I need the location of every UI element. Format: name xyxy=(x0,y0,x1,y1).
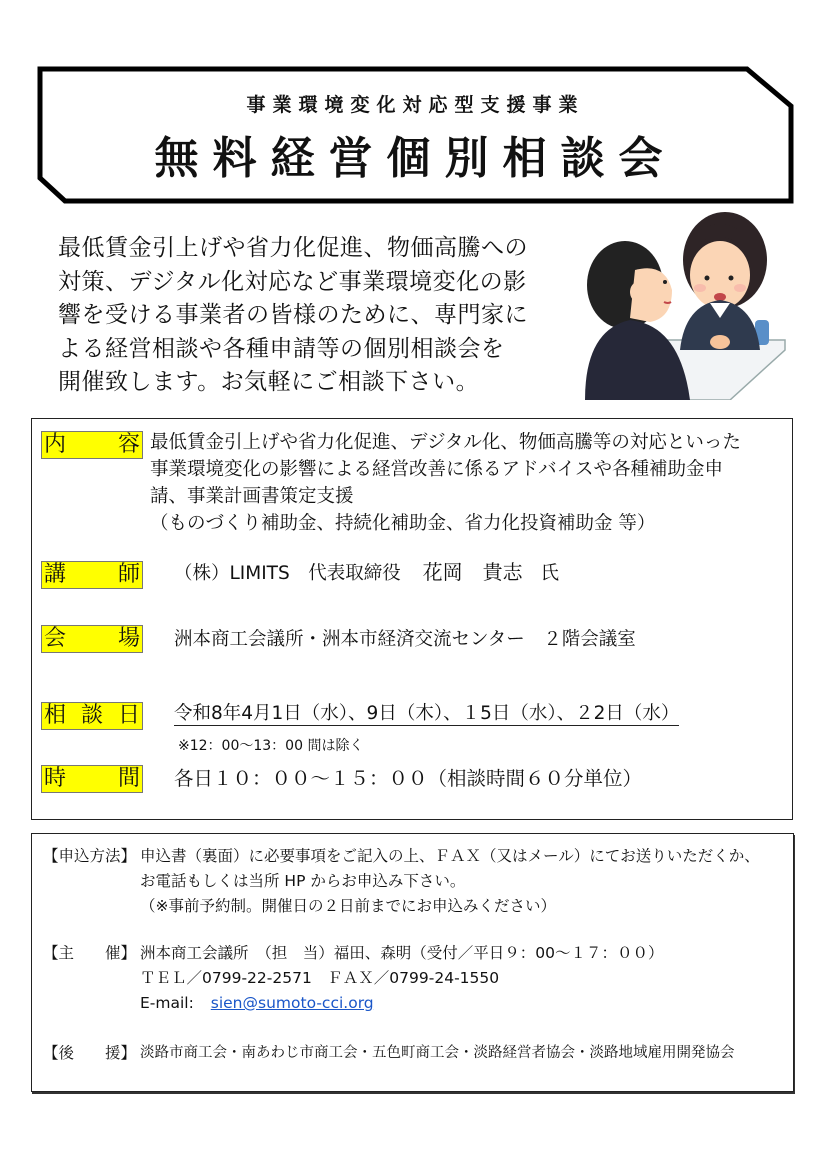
intro-paragraph xyxy=(58,232,558,400)
support-text: 淡路市商工会・南あわじ市商工会・五色町商工会・淡路経営者協会・淡路地域雇用開発協会 xyxy=(140,1045,735,1061)
intro-line: 響を受ける事業者の皆様のために、専門家に xyxy=(58,302,528,328)
label-content xyxy=(41,431,143,459)
content-description xyxy=(150,429,741,537)
instructor-info xyxy=(174,559,559,587)
dates-text xyxy=(174,700,679,727)
label-venue xyxy=(41,625,143,653)
label-char: 場 xyxy=(117,626,140,651)
label-instructor xyxy=(41,561,143,589)
event-details-box xyxy=(31,418,793,820)
intro-line: 対策、デジタル化対応など事業環境変化の影 xyxy=(58,268,527,295)
content-line: （ものづくり補助金、持続化補助金、省力化投資補助金 等） xyxy=(150,513,656,534)
label-char: 講 xyxy=(44,562,67,587)
label-time xyxy=(41,765,143,793)
application-line: お電話もしくは当所 HP からお申込み下さい。 xyxy=(140,872,466,890)
instructor-name: 花岡 貴志 xyxy=(422,560,523,584)
application-info-box xyxy=(31,833,794,1092)
banner-title: 無料経営個別相談会 xyxy=(154,133,677,184)
consultation-illustration xyxy=(580,200,795,400)
application-note: （※事前予約制。開催日の２日前までにお申込みください） xyxy=(140,897,556,915)
instructor-company: （株）LIMITS 代表取締役 xyxy=(174,563,401,584)
intro-line: 開催致します。お気軽にご相談下さい。 xyxy=(58,369,480,395)
intro-line: よる経営相談や各種申請等の個別相談会を xyxy=(58,335,505,362)
intro-line: 最低賃金引上げや省力化促進、物価高騰への xyxy=(58,235,528,261)
application-line: 申込書（裏面）に必要事項をご記入の上、ＦＡＸ（又はメール）にてお送りいただくか、 xyxy=(140,847,760,865)
banner-subtitle: 事業環境変化対応型支援事業 xyxy=(246,94,585,116)
label-char: 談 xyxy=(80,703,103,728)
content-line: 事業環境変化の影響による経営改善に係るアドバイスや各種補助金申 xyxy=(150,459,723,480)
support-label: 【後 援】 xyxy=(43,1044,137,1062)
title-banner xyxy=(37,66,794,204)
organizer-line: 洲本商工会議所 （担 当）福田、森明（受付／平日９：00～１７：００） xyxy=(140,944,664,962)
dates-note: ※12：00～13：00 間は除く xyxy=(178,738,364,754)
label-char: 容 xyxy=(117,432,140,457)
label-char: 内 xyxy=(44,432,67,457)
dates-value: 令和8年4月1日（水）、9日（木）、１5日（水）、２2日（水） xyxy=(174,703,680,724)
time-text: 各日１０：００～１５：００（相談時間６０分単位） xyxy=(174,767,643,790)
label-dates xyxy=(41,702,143,730)
label-char: 日 xyxy=(117,703,140,728)
label-char: 時 xyxy=(44,766,67,791)
organizer-label: 【主 催】 xyxy=(43,944,137,962)
label-char: 会 xyxy=(44,626,67,651)
email-label: E-mail: xyxy=(140,994,194,1012)
content-line: 最低賃金引上げや省力化促進、デジタル化、物価高騰等の対応といった xyxy=(150,432,741,453)
label-char: 間 xyxy=(117,766,140,791)
label-char: 相 xyxy=(44,703,67,728)
venue-text: 洲本商工会議所・洲本市経済交流センター ２階会議室 xyxy=(174,629,636,650)
label-char: 師 xyxy=(117,562,140,587)
content-line: 請、事業計画書策定支援 xyxy=(150,486,354,507)
organizer-contact: ＴＥＬ／0799-22-2571 ＦＡＸ／0799-24-1550 xyxy=(140,969,500,987)
application-label: 【申込方法】 xyxy=(43,847,137,865)
instructor-honorific: 氏 xyxy=(540,563,560,584)
email-link[interactable]: sien@sumoto-cci.org xyxy=(210,994,374,1012)
organizer-email-row xyxy=(140,992,374,1014)
